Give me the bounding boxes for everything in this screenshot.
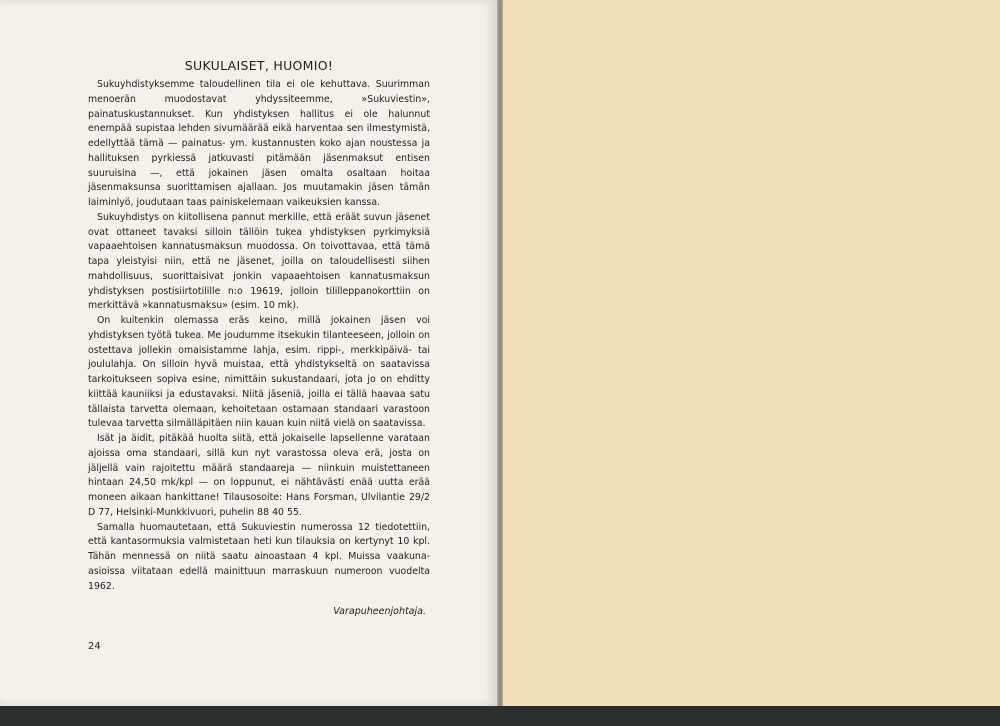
paragraph: Samalla huomautetaan, että Sukuviestin numerossa 12 tiedotettiin, että kantasormuksia valmistetaan heti kun tilauksia on kertynyt 10 kpl. Tähän mennessä on niitä saatu ainoastaan 4 kpl. Muissa vaakuna-asioissa viitataan edellä mainittuun marraskuun numeroon vuodelta 1962. xyxy=(88,521,430,592)
right-page-blank xyxy=(503,0,1000,706)
page-number: 24 xyxy=(88,641,101,652)
paragraph: Sukuyhdistys on kiitollisena pannut merkille, että eräät suvun jäsenet ovat ottaneet tavaksi silloin tällöin tukea yhdistyksen pyrkimyksiä vapaaehtoisen kannatusmaksun muodossa. On toivottavaa, että tämä tapa yleistyisi niin, että ne jäsenet, joilla on taloudellisesti siihen mahdollisuus, suorittaisivat jonkin vapaaehtoisen kannatusmaksun yhdistyksen postisiirtotilille n:o 19619, jolloin tililleppanokorttiin on merkittävä »kannatusmaksu» (esim. 10 mk). xyxy=(88,211,430,312)
signature: Varapuheenjohtaja. xyxy=(333,606,426,617)
article-body xyxy=(88,78,430,594)
left-page xyxy=(0,0,497,706)
scan-background xyxy=(0,706,1000,726)
paragraph: Isät ja äidit, pitäkää huolta siitä, että jokaiselle lapsellenne varataan ajoissa oma standaari, sillä kun nyt varastossa oleva erä, josta on jäljellä vain rajoitettu määrä standaareja — niinkuin muistettaneen hintaan 24,50 mk/kpl — on loppunut, ei nähtävästi enää uutta erää moneen aikaan hankittane! Tilausosoite: Hans Forsman, Ulvilantie 29/2 D 77, Helsinki-Munkkivuori, puhelin 88 40 55. xyxy=(88,433,430,518)
paragraph: On kuitenkin olemassa eräs keino, millä jokainen jäsen voi yhdistyksen työtä tukea. Me joudumme itsekukin tilanteeseen, jolloin on ostettava jollekin omaisistamme lahja, esim. rippi-, merkkipäivä- tai joululahja. On silloin hyvä muistaa, että yhdistykseltä on saatavissa tarkoitukseen sopiva esine, nimittäin sukustandaari, jota jo on ehditty kiittää kauniiksi ja edustavaksi. Niitä jäseniä, joilla ei tällä haavaa satu tällaista tarvetta olemaan, kehoitetaan ostamaan standaari varastoon tulevaa tarvetta silmälläpitäen niin kauan kuin niitä vielä on saatavissa. xyxy=(88,315,430,430)
paragraph: Sukuyhdistyksemme taloudellinen tila ei ole kehuttava. Suurimman menoerän muodostavat yhdyssiteemme, »Sukuviestin», painatuskustannukset. Kun yhdistyksen hallitus ei ole halunnut enempää supistaa lehden sivumäärää eikä harventaa sen ilmestymistä, edellyttää tämä — painatus- ym. kustannusten koko ajan noustessa ja hallituksen pyrkiessä jatkuvasti pitämään jäsenmaksut entisen suuruisina —, että jokainen jäsen omalta osaltaan hoitaa jäsenmaksunsa suorittamisen ajallaan. Jos muutamakin jäsen tämän laiminlyö, joudutaan taas painiskelemaan vaikeuksien kanssa. xyxy=(88,79,430,208)
page-title: SUKULAISET, HUOMIO! xyxy=(184,58,334,73)
